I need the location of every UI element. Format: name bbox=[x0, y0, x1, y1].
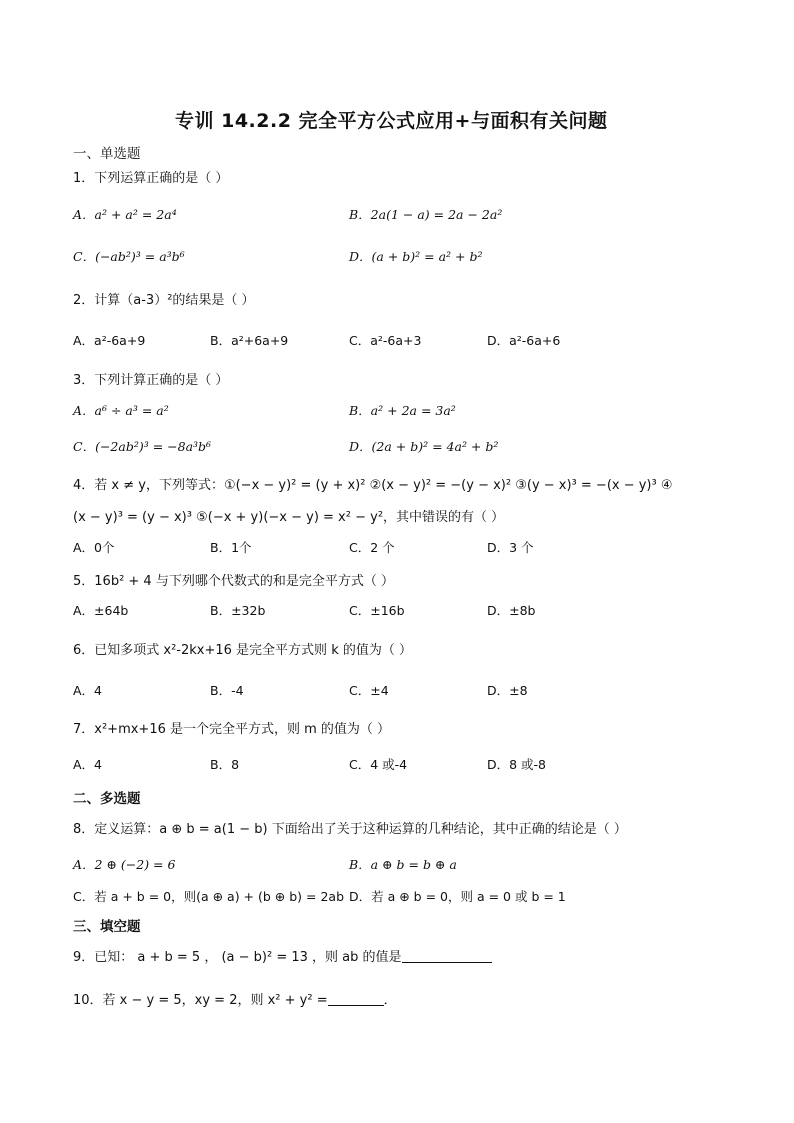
question-8-option-a: A．2 ⊕ (−2) = 6 bbox=[73, 857, 176, 872]
question-6-option-d: D．±8 bbox=[487, 683, 528, 698]
section-heading-single-choice: 一、单选题 bbox=[73, 146, 141, 162]
question-1-option-d: D．(a + b)² = a² + b² bbox=[349, 249, 483, 264]
question-3-option-a: A．a⁶ ÷ a³ = a² bbox=[73, 403, 169, 418]
question-3-option-b: B．a² + 2a = 3a² bbox=[349, 403, 456, 418]
page-title: 专训 14.2.2 完全平方公式应用+与面积有关问题 bbox=[175, 110, 608, 132]
question-7-option-a: A．4 bbox=[73, 757, 103, 772]
question-1-option-a: A．a² + a² = 2a⁴ bbox=[73, 207, 177, 222]
question-4-option-c: C．2 个 bbox=[349, 540, 395, 555]
question-10-answer-blank[interactable] bbox=[328, 993, 384, 1006]
question-10-end: ． bbox=[383, 993, 397, 1008]
question-1-option-c: C．(−ab²)³ = a³b⁶ bbox=[73, 249, 185, 264]
question-4-stem-line-2: (x − y)³ = (y − x)³ ⑤(−x + y)(−x − y) = x² − y²，其中错误的有（ ） bbox=[73, 510, 505, 525]
question-4-option-a: A．0个 bbox=[73, 540, 115, 555]
question-4-option-d: D．3 个 bbox=[487, 540, 534, 555]
question-2-option-c: C．a²-6a+3 bbox=[349, 333, 422, 348]
section-heading-multi-choice: 二、多选题 bbox=[73, 791, 141, 807]
section-heading-fill-blank: 三、填空题 bbox=[73, 919, 141, 935]
question-8-stem: 8．定义运算：a ⊕ b = a(1 − b) 下面给出了关于这种运算的几种结论，其中正确的结论是（ ） bbox=[73, 822, 627, 837]
question-2-stem: 2．计算（a-3）²的结果是（ ） bbox=[73, 293, 255, 308]
question-7-option-d: D．8 或-8 bbox=[487, 757, 547, 772]
question-5-option-d: D．±8b bbox=[487, 603, 536, 618]
question-4-stem-line-1: 4．若 x ≠ y，下列等式：①(−x − y)² = (y + x)² ②(x − y)² = −(y − x)² ③(y − x)³ = −(x − y)³ ④ bbox=[73, 478, 673, 493]
question-2-option-b: B．a²+6a+9 bbox=[210, 333, 289, 348]
question-2-option-d: D．a²-6a+6 bbox=[487, 333, 561, 348]
question-1-option-b: B．2a(1 − a) = 2a − 2a² bbox=[349, 207, 503, 222]
question-9-answer-blank[interactable] bbox=[402, 950, 492, 963]
question-6-option-a: A．4 bbox=[73, 683, 103, 698]
question-5-stem: 5．16b² + 4 与下列哪个代数式的和是完全平方式（ ） bbox=[73, 574, 394, 589]
question-3-option-d: D．(2a + b)² = 4a² + b² bbox=[349, 439, 499, 454]
question-10 bbox=[73, 989, 397, 1008]
question-2-option-a: A．a²-6a+9 bbox=[73, 333, 146, 348]
question-6-option-b: B．-4 bbox=[210, 683, 244, 698]
question-6-option-c: C．±4 bbox=[349, 683, 389, 698]
question-3-stem: 3．下列计算正确的是（ ） bbox=[73, 373, 229, 388]
question-9 bbox=[73, 946, 492, 965]
question-7-option-c: C．4 或-4 bbox=[349, 757, 408, 772]
question-4-option-b: B．1个 bbox=[210, 540, 252, 555]
question-8-option-c: C．若 a + b = 0，则(a ⊕ a) + (b ⊕ b) = 2ab bbox=[73, 889, 345, 904]
question-8-option-b: B．a ⊕ b = b ⊕ a bbox=[349, 857, 457, 872]
question-5-option-c: C．±16b bbox=[349, 603, 405, 618]
question-6-stem: 6．已知多项式 x²-2kx+16 是完全平方式则 k 的值为（ ） bbox=[73, 643, 412, 658]
question-5-option-a: A．±64b bbox=[73, 603, 129, 618]
question-9-text: 9．已知： a + b = 5 ， (a − b)² = 13 ，则 ab 的值是 bbox=[73, 950, 402, 965]
question-7-option-b: B．8 bbox=[210, 757, 240, 772]
question-7-stem: 7．x²+mx+16 是一个完全平方式，则 m 的值为（ ） bbox=[73, 722, 391, 737]
question-1-stem: 1．下列运算正确的是（ ） bbox=[73, 171, 229, 186]
question-5-option-b: B．±32b bbox=[210, 603, 266, 618]
question-10-text: 10．若 x − y = 5，xy = 2，则 x² + y² = bbox=[73, 993, 328, 1008]
question-8-option-d: D．若 a ⊕ b = 0，则 a = 0 或 b = 1 bbox=[349, 889, 566, 904]
question-3-option-c: C．(−2ab²)³ = −8a³b⁶ bbox=[73, 439, 212, 454]
